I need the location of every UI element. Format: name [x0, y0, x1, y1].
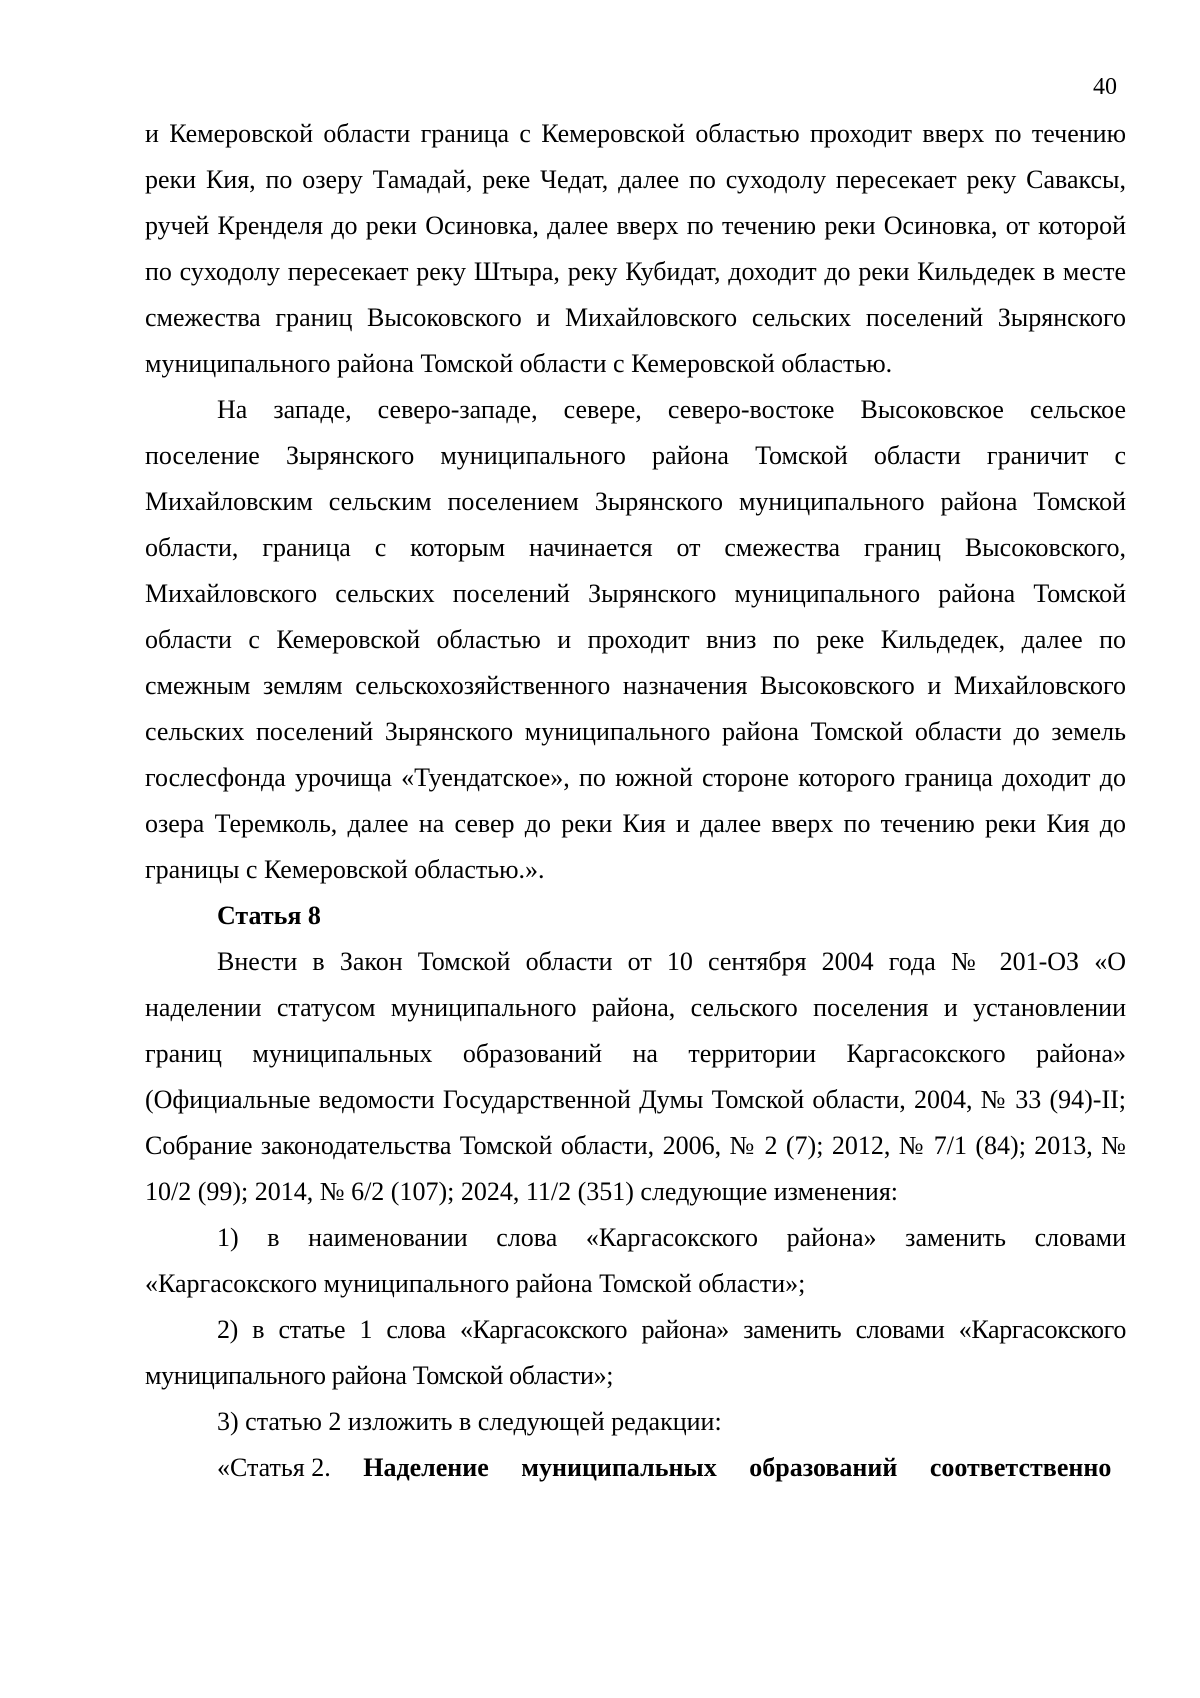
- paragraph-border-kemerovo: и Кемеровской области граница с Кемеровской областью проходит вверх по течению реки Кия, по озеру Тамадай, реке Чедат, далее по суходолу пересекает реку Саваксы, ручей Кренделя до реки Осиновка, далее вверх по течению реки Осиновка, от которой по суходолу пересекает реку Штыра, реку Кубидат, доходит до реки Кильдедек в месте смежества границ Высоковского и Михайловского сельских поселений Зырянского муниципального района Томской области с Кемеровской областью.: [145, 119, 1126, 378]
- list-item-1: 1) в наименовании слова «Каргасокского района» заменить словами «Каргасокского муниципального района Томской области»;: [145, 1223, 1126, 1298]
- paragraph-border-mikhailovskoe: На западе, северо-западе, севере, северо-востоке Высоковское сельское поселение Зырянского муниципального района Томской области граничит с Михайловским сельским поселением Зырянского муниципального района Томской области, граница с которым начинается от смежества границ Высоковского, Михайловского сельских поселений Зырянского муниципального района Томской области с Кемеровской областью и проходит вниз по реке Кильдедек, далее по смежным землям сельскохозяйственного назначения Высоковского и Михайловского сельских поселений Зырянского муниципального района Томской области до земель гослесфонда урочища «Туендатское», по южной стороне которого граница доходит до озера Теремколь, далее на север до реки Кия и далее вверх по течению реки Кия до границы с Кемеровской областью.».: [145, 395, 1126, 884]
- list-item-2: 2) в статье 1 слова «Каргасокского района» заменить словами «Каргасокского муниципального района Томской области»;: [145, 1315, 1126, 1390]
- article-2-heading-line: [145, 1445, 1126, 1491]
- article-2-title: Наделение муниципальных образований соответственно: [363, 1453, 1112, 1482]
- document-body: [145, 111, 1126, 1491]
- paragraph-amendment-intro: Внести в Закон Томской области от 10 сентября 2004 года № 201-ОЗ «О наделении статусом муниципального района, сельского поселения и установлении границ муниципальных образований на территории Каргасокского района» (Официальные ведомости Государственной Думы Томской области, 2004, № 33 (94)-II; Собрание законодательства Томской области, 2006, № 2 (7); 2012, № 7/1 (84); 2013, № 10/2 (99); 2014, № 6/2 (107); 2024, 11/2 (351) следующие изменения:: [145, 947, 1126, 1206]
- article-2-prefix: «Статья 2.: [217, 1453, 331, 1482]
- page-number: 40: [1093, 74, 1117, 100]
- list-item-3: 3) статью 2 изложить в следующей редакции:: [217, 1407, 722, 1436]
- article-heading: Статья 8: [217, 901, 321, 930]
